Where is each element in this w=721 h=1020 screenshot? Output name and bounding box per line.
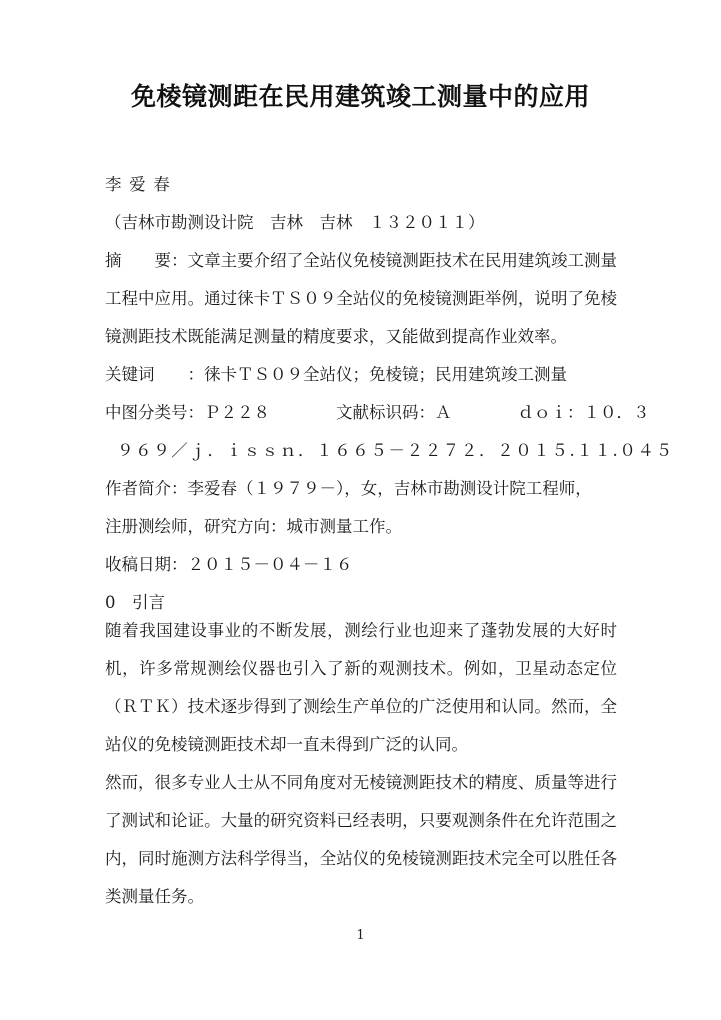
author-affiliation: （吉林市勘测设计院 吉林 吉林 １３２０１１）	[105, 213, 485, 232]
abstract-text: 文章主要介绍了全站仪免棱镜测距技术在民用建筑竣工测量工程中应用。通过徕卡ＴＳ０９全站仪的免棱镜测距举例，说明了免棱镜测距技术既能满足测量的精度要求，又能做到提高作业效率。	[105, 251, 618, 346]
page-number: 1	[356, 928, 365, 943]
keywords-text: 徕卡ＴＳ０９全站仪；免棱镜；民用建筑竣工测量	[204, 365, 567, 384]
front-matter-block	[105, 166, 674, 622]
classification-code-line: 中图分类号：Ｐ２２８ 文献标识码：Ａ ｄｏｉ：１０．３	[105, 403, 650, 422]
author-bio-line-2: 注册测绘师，研究方向：城市测量工作。	[105, 517, 402, 536]
keywords-label: 关键词 ：	[105, 365, 204, 384]
body-text-block	[105, 612, 617, 916]
author-name: 李 爱 春	[105, 175, 171, 194]
doi-continuation-line: ９６９／ｊ．ｉｓｓｎ．１６６５－２２７２．２０１５.１１.０４５	[117, 441, 674, 460]
body-paragraph: 然而，很多专业人士从不同角度对无棱镜测距技术的精度、质量等进行了测试和论证。大量的研究资料已经表明，只要观测条件在允许范围之内，同时施测方法科学得当，全站仪的免棱镜测距技术完全可以胜任各类测量任务。	[105, 773, 617, 906]
author-bio-line-1: 作者简介：李爱春（１９７９－），女，吉林市勘测设计院工程师，	[105, 479, 592, 498]
section-heading-introduction: 0 引言	[105, 593, 165, 612]
keywords-paragraph	[105, 356, 617, 394]
abstract-label: 摘 要：	[105, 251, 188, 270]
received-date: 收稿日期：２０１５－０４－１６	[105, 555, 353, 574]
body-paragraph: 随着我国建设事业的不断发展，测绘行业也迎来了蓬勃发展的大好时机，许多常规测绘仪器也引入了新的观测技术。例如，卫星动态定位（ＲＴＫ）技术逐步得到了测绘生产单位的广泛使用和认同。然而，全站仪的免棱镜测距技术却一直未得到广泛的认同。	[105, 621, 617, 754]
abstract-paragraph	[105, 242, 617, 356]
page-title: 免棱镜测距在民用建筑竣工测量中的应用	[130, 82, 590, 111]
